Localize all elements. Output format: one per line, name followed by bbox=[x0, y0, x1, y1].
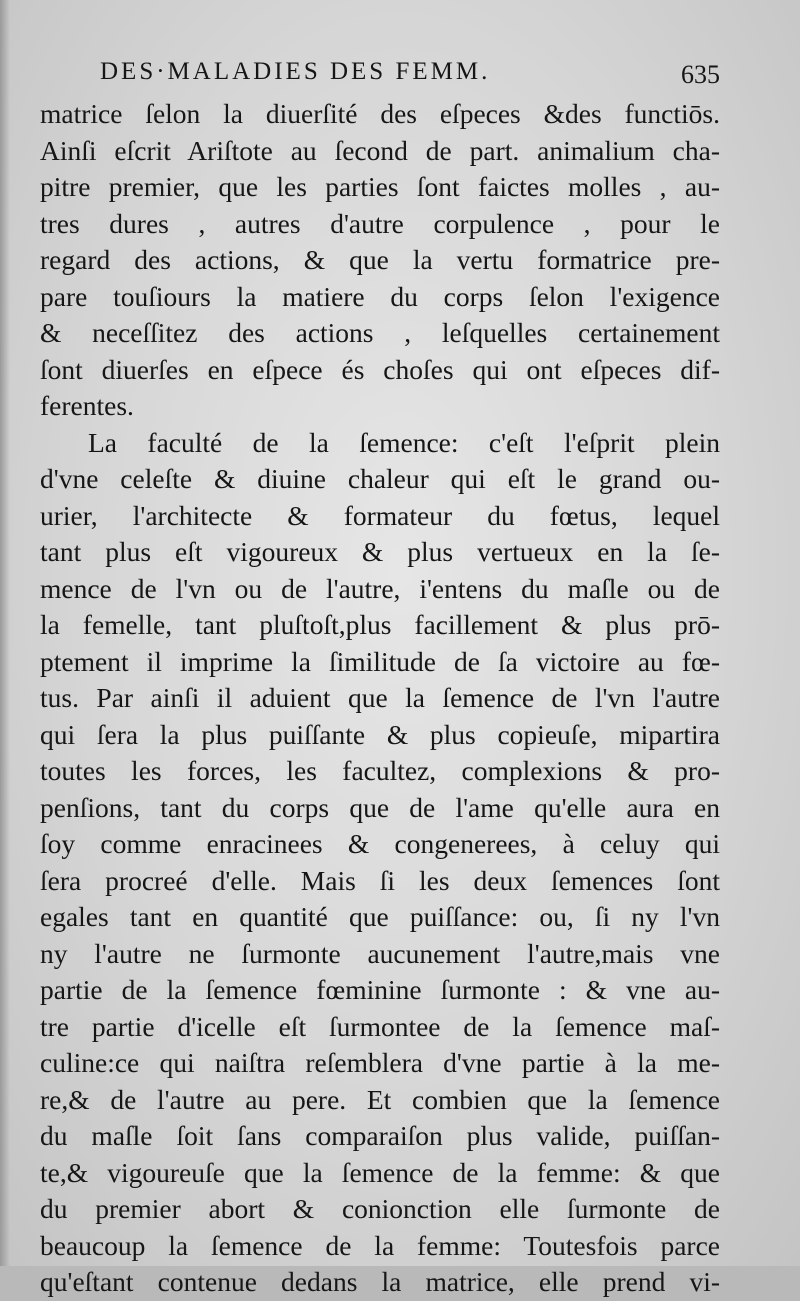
text-line: ny l'autre ne ſurmonte aucunement l'autre,mais vne bbox=[40, 937, 720, 969]
page-header bbox=[100, 58, 720, 94]
text-line: te,& vigoureuſe que la ſemence de la femme: & que bbox=[40, 1156, 720, 1188]
text-line: tus. Par ainſi il aduient que la ſemence de l'vn l'autre bbox=[40, 682, 720, 713]
text-line: toutes les forces, les facultez, complexions & pro- bbox=[40, 755, 720, 786]
page-number: 635 bbox=[681, 60, 720, 89]
text-line: pare touſiours la matiere du corps ſelon l'exigence bbox=[40, 280, 720, 312]
text-line: beaucoup la ſemence de la femme: Toutesfois parce bbox=[40, 1229, 720, 1261]
text-line: ſoy comme enracinees & congenerees, à celuy qui bbox=[40, 828, 720, 859]
text-line: tres dures , autres d'autre corpulence , pour le bbox=[40, 207, 720, 239]
text-line: pitre premier, que les parties ſont faictes molles , au- bbox=[40, 171, 720, 202]
text-line: ſera procreé d'elle. Mais ſi les deux ſemences ſont bbox=[40, 864, 720, 896]
text-line: La faculté de la ſemence: c'eſt l'eſprit plein bbox=[88, 426, 720, 458]
text-line: Ainſi eſcrit Ariſtote au ſecond de part. animalium cha- bbox=[40, 134, 720, 166]
page-edge-shadow bbox=[0, 0, 10, 1266]
body-text bbox=[40, 96, 720, 1301]
text-line: partie de la ſemence fœminine ſurmonte : & vne au- bbox=[40, 974, 720, 1005]
running-head: DES·MALADIES DES FEMM. bbox=[100, 58, 491, 85]
text-line: tre partie d'icelle eſt ſurmontee de la ſemence maſ- bbox=[40, 1010, 720, 1042]
text-line: du maſle ſoit ſans comparaiſon plus valide, puiſſan- bbox=[40, 1120, 720, 1151]
text-line: ptement il imprime la ſimilitude de ſa victoire au fœ- bbox=[40, 645, 720, 677]
text-line: d'vne celeſte & diuine chaleur qui eſt le grand ou- bbox=[40, 463, 720, 494]
text-line: matrice ſelon la diuerſité des eſpeces &des functiōs. bbox=[40, 98, 720, 129]
text-line: penſions, tant du corps que de l'ame qu'elle aura en bbox=[40, 791, 720, 823]
text-line: qui ſera la plus puiſſante & plus copieuſe, mipartira bbox=[40, 718, 720, 750]
text-line: regard des actions, & que la vertu formatrice pre- bbox=[40, 244, 720, 275]
text-line: tant plus eſt vigoureux & plus vertueux en la ſe- bbox=[40, 536, 720, 567]
text-line: ſont diuerſes en eſpece és choſes qui ont eſpeces dif- bbox=[40, 353, 720, 385]
text-line: urier, l'architecte & formateur du fœtus, lequel bbox=[40, 499, 720, 531]
text-line: mence de l'vn ou de l'autre, i'entens du maſle ou de bbox=[40, 572, 720, 604]
text-line: ferentes. bbox=[40, 390, 134, 421]
text-line: egales tant en quantité que puiſſance: ou, ſi ny l'vn bbox=[40, 901, 720, 932]
text-line: la femelle, tant pluſtoſt,plus facillement & plus prō- bbox=[40, 609, 720, 640]
text-line: du premier abort & conionction elle ſurmonte de bbox=[40, 1193, 720, 1224]
text-line: culine:ce qui naiſtra reſemblera d'vne partie à la me- bbox=[40, 1047, 720, 1078]
text-line: qu'eſtant contenue dedans la matrice, elle prend vi- bbox=[40, 1266, 720, 1297]
text-line: & neceſſitez des actions , leſquelles certainement bbox=[40, 317, 720, 348]
text-line: re,& de l'autre au pere. Et combien que la ſemence bbox=[40, 1083, 720, 1115]
